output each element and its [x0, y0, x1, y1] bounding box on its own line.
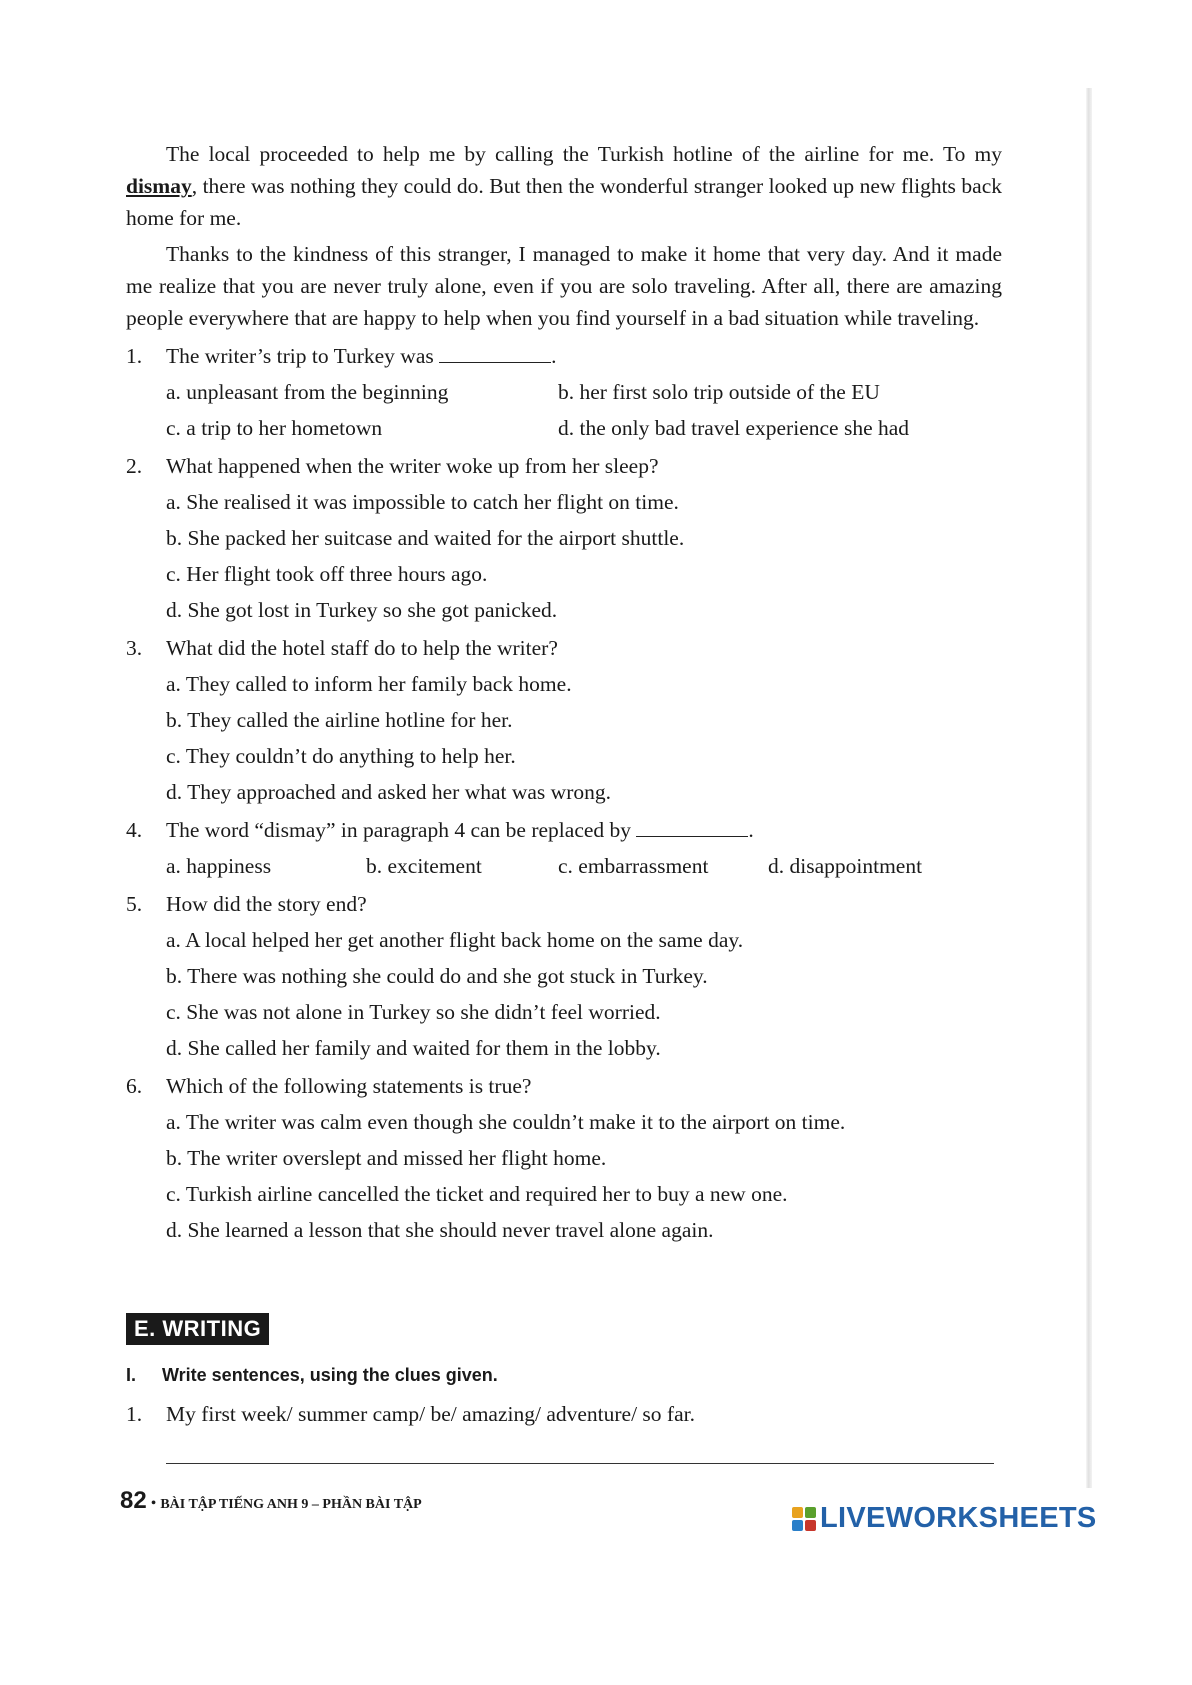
question-number: 6.	[126, 1074, 143, 1098]
answer-blank[interactable]	[439, 344, 551, 363]
passage-paragraph-2: Thanks to the kindness of this stranger, I managed to make it home that very day. And it made me realize that you are never truly alone, even if you are solo traveling. After all, there are amazing people everywhere that are happy to help when you find yourself in a bad situation while traveling.	[126, 242, 1002, 330]
option-d[interactable]: d. They approached and asked her what was wrong.	[166, 780, 611, 804]
page-number: 82	[120, 1487, 147, 1514]
section-heading-writing: E. WRITING	[126, 1313, 269, 1345]
question-1-options-row-2	[126, 410, 1002, 446]
option-b[interactable]: b. There was nothing she could do and she got stuck in Turkey.	[166, 964, 708, 988]
option-c[interactable]: c. They couldn’t do anything to help her.	[166, 744, 516, 768]
question-text: The writer’s trip to Turkey was	[166, 344, 440, 368]
question-1-options-row-1	[126, 374, 1002, 410]
option-b[interactable]: b. her first solo trip outside of the EU	[558, 380, 880, 404]
book-title: BÀI TẬP TIẾNG ANH 9 – PHẦN BÀI TẬP	[160, 1497, 422, 1512]
option-a[interactable]: a. They called to inform her family back home.	[166, 672, 572, 696]
option-b[interactable]: b. The writer overslept and missed her flight home.	[166, 1146, 607, 1170]
option-a[interactable]: a. A local helped her get another flight back home on the same day.	[166, 928, 744, 952]
reading-content	[126, 138, 1002, 1248]
instruction-number: I.	[126, 1365, 137, 1385]
passage-paragraph-1	[126, 138, 1002, 234]
footer-bullet: •	[150, 1495, 157, 1512]
option-a[interactable]: a. The writer was calm even though she couldn’t make it to the airport on time.	[166, 1110, 846, 1134]
option-a[interactable]: a. happiness	[166, 854, 272, 878]
liveworksheets-logo	[792, 1502, 1097, 1535]
question-text: What happened when the writer woke up from her sleep?	[166, 454, 659, 478]
question-text-end: .	[551, 344, 557, 368]
question-4	[126, 812, 1002, 848]
question-number: 3.	[126, 636, 143, 660]
instruction-text: Write sentences, using the clues given.	[162, 1365, 498, 1385]
liveworksheets-logo-icon	[792, 1507, 816, 1531]
question-number: 2.	[126, 454, 143, 478]
passage-p1-text-after: , there was nothing they could do. But then the wonderful stranger looked up new flights back home for me.	[126, 174, 1002, 230]
option-c[interactable]: c. Her flight took off three hours ago.	[166, 562, 488, 586]
question-number: 5.	[126, 892, 143, 916]
option-c[interactable]: c. embarrassment	[558, 854, 709, 878]
question-text: Which of the following statements is true?	[166, 1074, 532, 1098]
question-4-options-row	[126, 848, 1002, 884]
question-number: 1.	[126, 344, 143, 368]
option-c[interactable]: c. Turkish airline cancelled the ticket and required her to buy a new one.	[166, 1182, 788, 1206]
option-d[interactable]: d. the only bad travel experience she had	[558, 416, 910, 440]
question-text-end: .	[748, 818, 754, 842]
option-a[interactable]: a. unpleasant from the beginning	[166, 380, 449, 404]
option-d[interactable]: d. She called her family and waited for them in the lobby.	[166, 1036, 661, 1060]
question-1	[126, 338, 1002, 374]
question-3	[126, 630, 1002, 666]
highlighted-word-dismay: dismay	[126, 174, 192, 198]
question-text: How did the story end?	[166, 892, 367, 916]
option-b[interactable]: b. They called the airline hotline for her.	[166, 708, 513, 732]
option-c[interactable]: c. a trip to her hometown	[166, 416, 383, 440]
page-footer	[120, 1487, 422, 1515]
question-5	[126, 886, 1002, 922]
passage-p1-text-before: The local proceeded to help me by calling the Turkish hotline of the airline for me. To my	[166, 142, 1002, 166]
question-6	[126, 1068, 1002, 1104]
writing-answer-line[interactable]	[166, 1463, 994, 1464]
answer-blank[interactable]	[636, 818, 748, 837]
question-2	[126, 448, 1002, 484]
option-a[interactable]: a. She realised it was impossible to catch her flight on time.	[166, 490, 679, 514]
option-d[interactable]: d. She got lost in Turkey so she got panicked.	[166, 598, 558, 622]
option-c[interactable]: c. She was not alone in Turkey so she didn’t feel worried.	[166, 1000, 661, 1024]
scan-edge-shadow	[1086, 88, 1092, 1488]
item-clues: My first week/ summer camp/ be/ amazing/ adventure/ so far.	[166, 1402, 695, 1426]
writing-instruction	[126, 1365, 498, 1386]
option-b[interactable]: b. She packed her suitcase and waited for the airport shuttle.	[166, 526, 685, 550]
option-d[interactable]: d. disappointment	[768, 854, 923, 878]
logo-text: LIVEWORKSHEETS	[820, 1502, 1097, 1534]
option-d[interactable]: d. She learned a lesson that she should never travel alone again.	[166, 1218, 714, 1242]
question-text: The word “dismay” in paragraph 4 can be replaced by	[166, 818, 637, 842]
question-number: 4.	[126, 818, 143, 842]
writing-item-1	[126, 1402, 695, 1427]
option-b[interactable]: b. excitement	[366, 854, 482, 878]
question-text: What did the hotel staff do to help the writer?	[166, 636, 558, 660]
item-number: 1.	[126, 1402, 143, 1426]
